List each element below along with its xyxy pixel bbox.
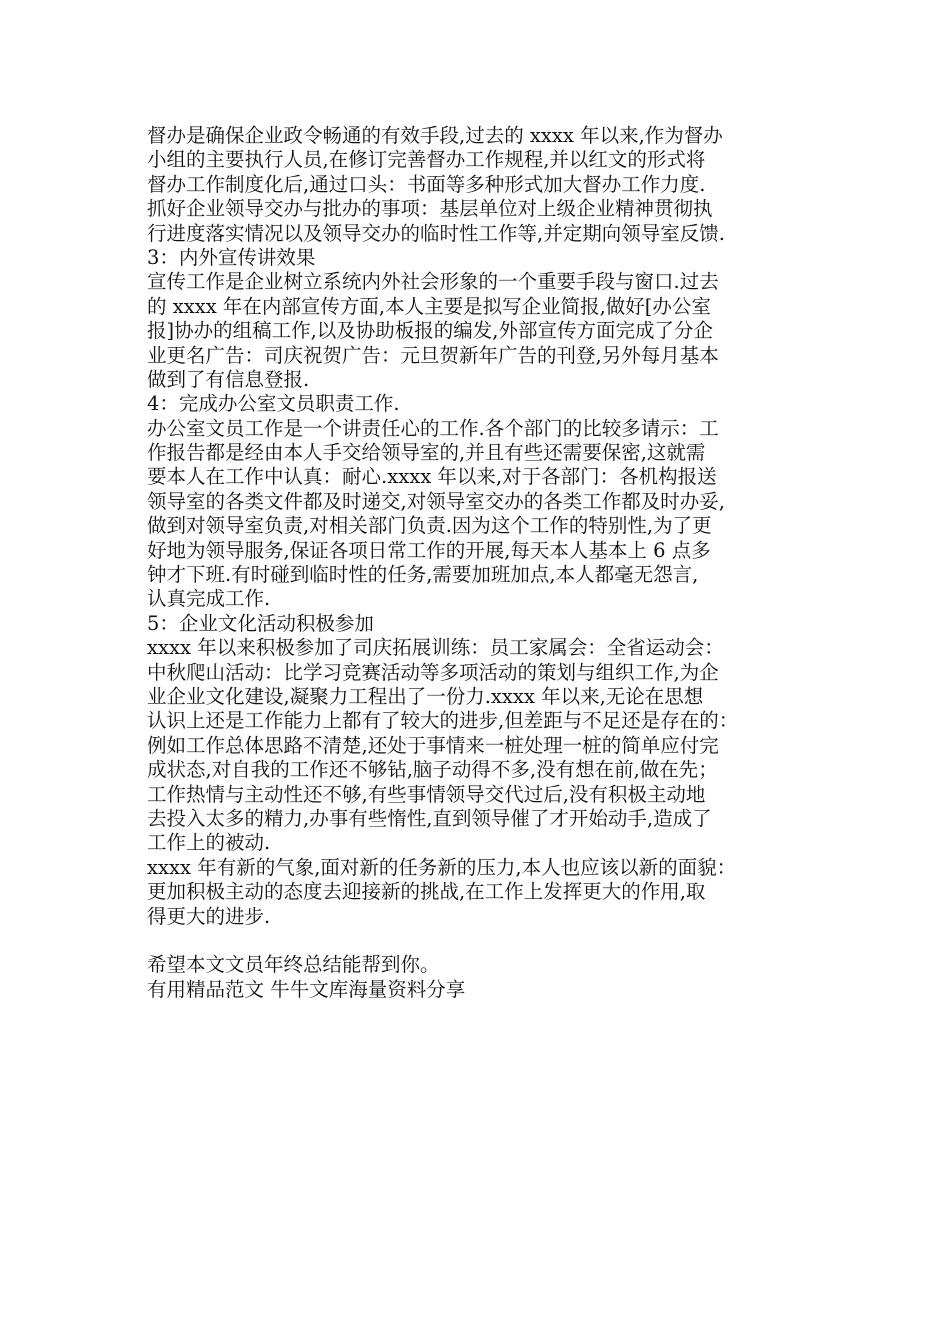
body-line: 例如工作总体思路不清楚,还处于事情来一桩处理一桩的简单应付完 <box>147 733 719 757</box>
body-line: 认识上还是工作能力上都有了较大的进步,但差距与不足还是存在的： <box>147 709 739 733</box>
body-line: 业企业文化建设,凝聚力工程出了一份力.xxxx 年以来,无论在思想 <box>147 684 704 708</box>
body-line: 钟才下班.有时碰到临时性的任务,需要加班加点,本人都毫无怨言, <box>147 563 699 587</box>
body-line: 更加积极主动的态度去迎接新的挑战,在工作上发挥更大的作用,取 <box>147 880 706 904</box>
section-heading: 5：企业文化活动积极参加 <box>147 611 374 635</box>
body-line: 行进度落实情况以及领导交办的临时性工作等,并定期向领导室反馈. <box>147 221 725 245</box>
body-line: 领导室的各类文件都及时递交,对领导室交办的各类工作都及时办妥, <box>147 489 725 513</box>
body-line: xxxx 年有新的气象,面对新的任务新的压力,本人也应该以新的面貌： <box>147 855 737 879</box>
body-line: 小组的主要执行人员,在修订完善督办工作规程,并以红文的形式将 <box>147 148 706 172</box>
body-line: xxxx 年以来积极参加了司庆拓展训练：员工家属会：全省运动会： <box>147 636 724 660</box>
body-line: 作报告都是经由本人手交给领导室的,并且有些还需要保密,这就需 <box>147 441 706 465</box>
body-line: 要本人在工作中认真：耐心.xxxx 年以来,对于各部门：各机构报送 <box>147 465 717 489</box>
body-line: 做到对领导室负责,对相关部门负责.因为这个工作的特别性,为了更 <box>147 514 712 538</box>
section-heading: 3：内外宣传讲效果 <box>147 245 316 269</box>
body-line: 中秋爬山活动：比学习竞赛活动等多项活动的策划与组织工作,为企 <box>147 660 719 684</box>
body-line: 宣传工作是企业树立系统内外社会形象的一个重要手段与窗口.过去 <box>147 270 719 294</box>
body-line: 督办工作制度化后,通过口头：书面等多种形式加大督办工作力度. <box>147 172 706 196</box>
document-body <box>147 124 815 1002</box>
body-line: 去投入太多的精力,办事有些惰性,直到领导催了才开始动手,造成了 <box>147 806 712 830</box>
body-line: 工作热情与主动性还不够,有些事情领导交代过后,没有积极主动地 <box>147 782 706 806</box>
body-line: 报]协办的组稿工作,以及协助板报的编发,外部宣传方面完成了分企 <box>147 319 714 343</box>
body-line: 的 xxxx 年在内部宣传方面,本人主要是拟写企业简报,做好[办公室 <box>147 294 711 318</box>
body-line: 认真完成工作. <box>147 587 271 611</box>
body-line: 督办是确保企业政令畅通的有效手段,过去的 xxxx 年以来,作为督办 <box>147 124 723 147</box>
blank-line <box>147 929 815 953</box>
body-line: 抓好企业领导交办与批办的事项：基层单位对上级企业精神贯彻执 <box>147 197 713 221</box>
body-line: 得更大的进步. <box>147 904 271 928</box>
closing-line: 希望本文文员年终总结能帮到你。 <box>147 953 440 977</box>
section-heading: 4：完成办公室文员职责工作. <box>147 392 400 416</box>
body-line: 业更名广告：司庆祝贺广告：元旦贺新年广告的刊登,另外每月基本 <box>147 343 719 367</box>
body-line: 工作上的被动. <box>147 831 271 855</box>
footer-line: 有用精品范文 牛牛文库海量资料分享 <box>147 977 466 1001</box>
body-line: 办公室文员工作是一个讲责任心的工作.各个部门的比较多请示：工 <box>147 416 719 440</box>
body-line: 成状态,对自我的工作还不够钻,脑子动得不多,没有想在前,做在先； <box>147 758 718 782</box>
body-line: 做到了有信息登报. <box>147 367 310 391</box>
body-line: 好地为领导服务,保证各项日常工作的开展,每天本人基本上 6 点多 <box>147 538 711 562</box>
